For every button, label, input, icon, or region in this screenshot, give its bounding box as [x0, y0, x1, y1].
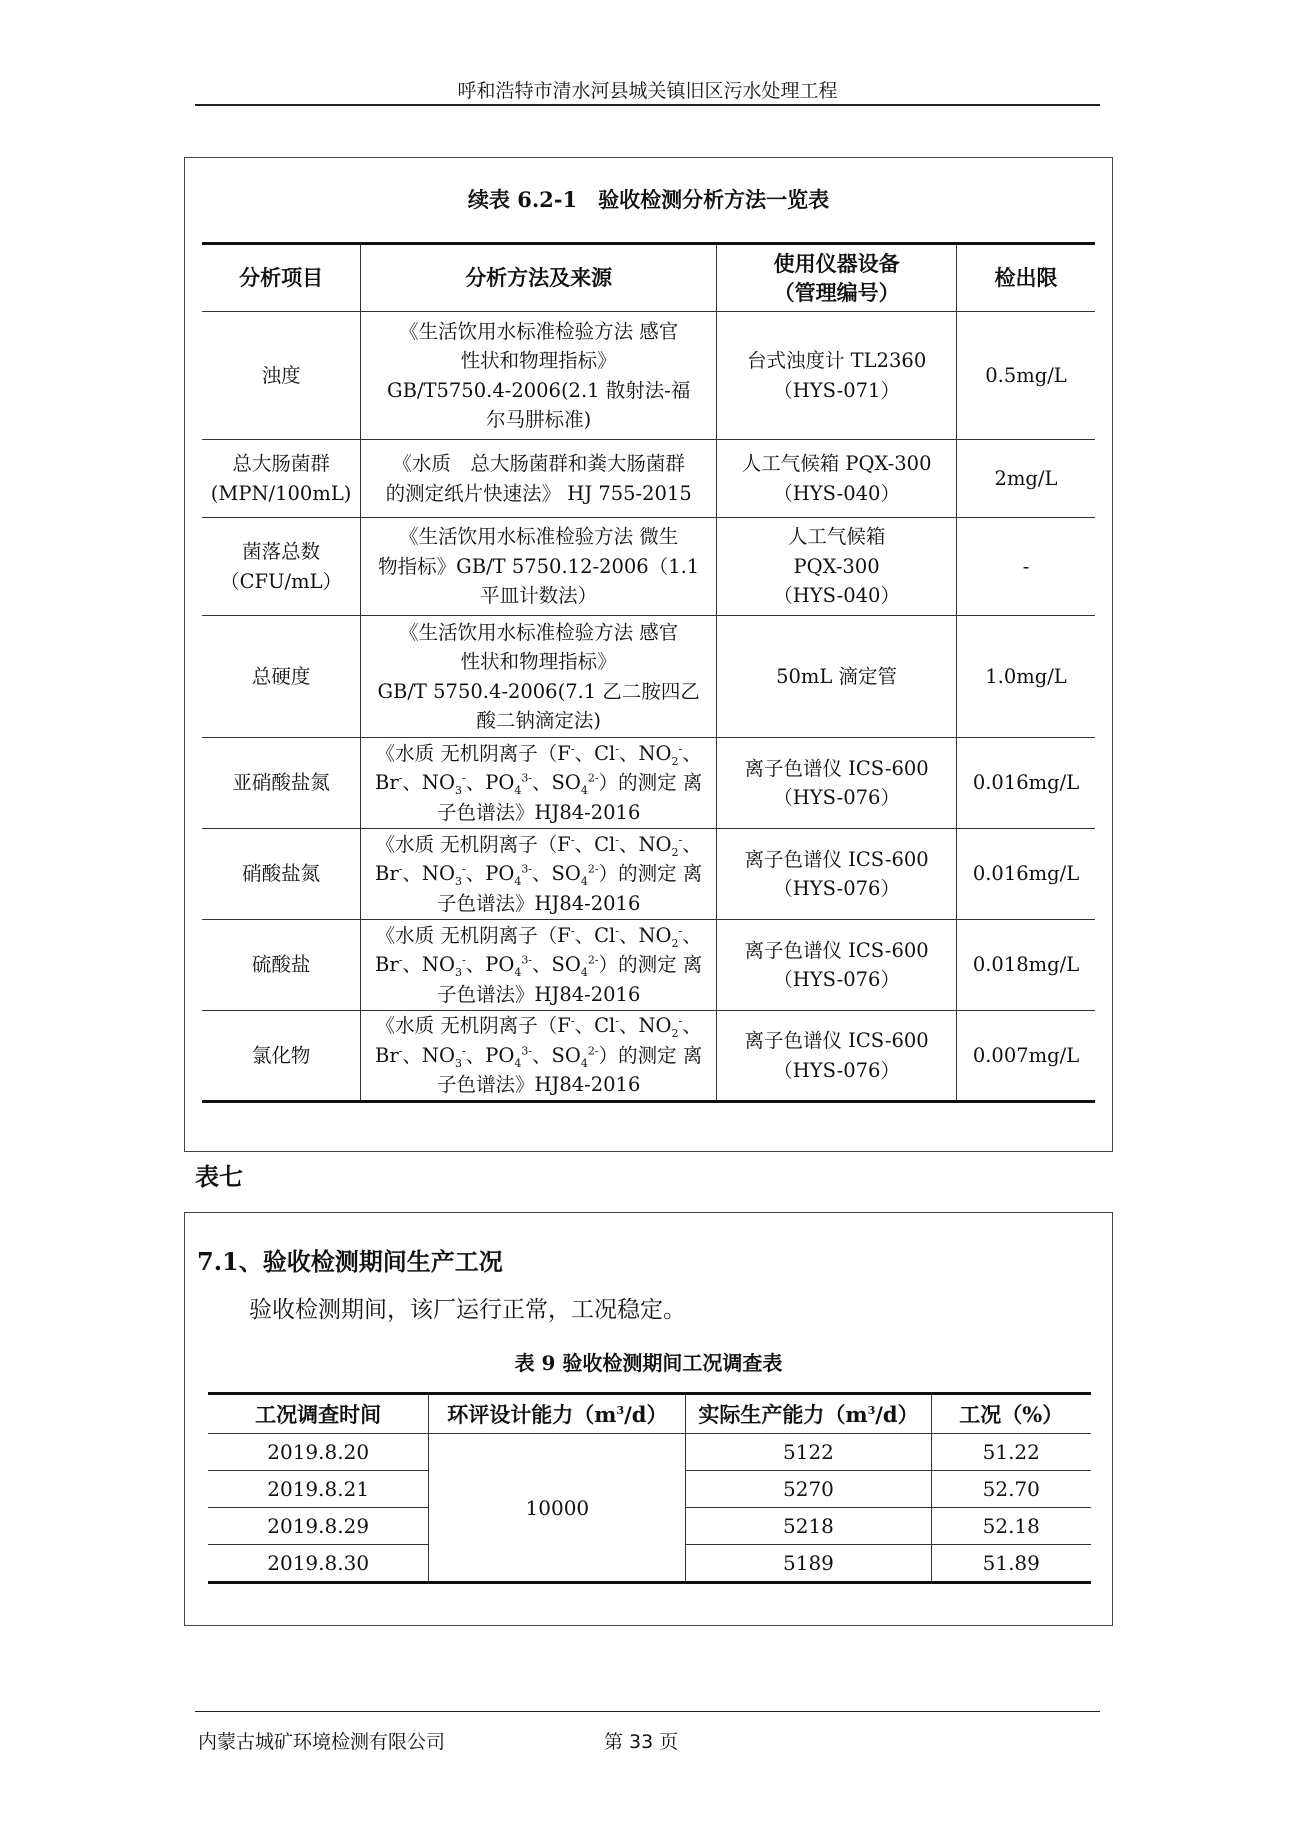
method-line: Br-、$NO_3^-$、$PO_4^{3-}$、$SO_4^{2-}$）的测定 离 [375, 862, 703, 889]
method-line: 《生活饮用水标准检验方法 感官 [399, 620, 679, 644]
method-line: 酸二钠滴定法) [476, 709, 601, 732]
item-name: 总大肠菌群 [232, 452, 330, 475]
method-line: 的测定纸片快速法》 HJ 755-2015 [385, 481, 692, 505]
instrument-line: （HYS-076） [773, 877, 900, 900]
methods-table-caption: 续表 6.2-1 验收检测分析方法一览表 [467, 187, 830, 212]
instrument-line: 台式浊度计 TL2360 [746, 349, 927, 372]
item-unit: (MPN/100mL) [210, 481, 352, 505]
instrument-line: （HYS-076） [773, 968, 900, 991]
method-line: Br-、$NO_3^-$、$PO_4^{3-}$、$SO_4^{2-}$）的测定 离 [375, 771, 703, 798]
table-row [202, 738, 1095, 829]
instrument-cell [717, 738, 957, 829]
method-line: 子色谱法》HJ84-2016 [437, 800, 641, 824]
method-cell [361, 1011, 717, 1102]
instrument-cell [717, 312, 957, 440]
method-cell [361, 616, 717, 738]
table-row [208, 1434, 1091, 1471]
limit-cell: 2mg/L [956, 440, 1095, 518]
instrument-line: （HYS-076） [773, 1058, 900, 1082]
table-row [202, 616, 1095, 738]
item-name: 总硬度 [251, 664, 311, 688]
col-header-instrument-line1: 使用仪器设备 [773, 250, 900, 276]
table9-caption: 表 9 验收检测期间工况调查表 [514, 1351, 783, 1375]
method-line: 性状和物理指标》 [460, 650, 617, 673]
instrument-line: 离子色谱仪 ICS-600 [744, 938, 929, 962]
method-line: 《生活饮用水标准检验方法 微生 [399, 525, 679, 549]
page-number: 第 33 页 [604, 1731, 679, 1753]
limit-cell: 0.016mg/L [956, 829, 1095, 920]
operating-conditions-table [208, 1392, 1091, 1584]
instrument-line: （HYS-071） [773, 378, 900, 402]
col-header-ratio: 工况（%） [931, 1394, 1091, 1434]
item-cell [202, 440, 361, 518]
col-header-design: 环评设计能力$(m^3/d)$ [429, 1394, 686, 1434]
limit-cell: 1.0mg/L [956, 616, 1095, 738]
method-cell [361, 440, 717, 518]
ratio-cell: 51.89 [931, 1545, 1091, 1583]
limit-cell: - [956, 518, 1095, 616]
instrument-line: 人工气候箱 [787, 525, 886, 549]
item-unit: （CFU/mL） [220, 569, 343, 593]
method-line: 《水质 无机阴离子（F-、Cl-、$NO_2^-$、 [375, 741, 702, 768]
footer-rule [195, 1711, 1100, 1712]
col-header-item: 分析项目 [202, 244, 361, 312]
table-row [202, 829, 1095, 920]
method-cell [361, 312, 717, 440]
method-line: 《水质 无机阴离子（F-、Cl-、$NO_2^-$、 [375, 832, 702, 859]
header-rule [195, 104, 1100, 106]
instrument-cell [717, 440, 957, 518]
method-line: Br-、$NO_3^-$、$PO_4^{3-}$、$SO_4^{2-}$）的测定 离 [375, 1043, 703, 1070]
method-line: GB/T 5750.4-2006(7.1 乙二胺四乙 [377, 679, 700, 703]
instrument-line: （HYS-040） [773, 481, 900, 505]
method-cell [361, 920, 717, 1011]
ratio-cell: 52.70 [931, 1471, 1091, 1508]
table-row [202, 312, 1095, 440]
section-71-body: 验收检测期间，该厂运行正常，工况稳定。 [249, 1297, 686, 1323]
method-line: 《生活饮用水标准检验方法 感官 [399, 319, 679, 343]
item-cell [202, 518, 361, 616]
date-cell: 2019.8.29 [208, 1508, 429, 1545]
method-line: 《水质 无机阴离子（F-、Cl-、$NO_2^-$、 [375, 923, 702, 950]
method-line: 子色谱法》HJ84-2016 [437, 982, 641, 1006]
instrument-line: （HYS-040） [773, 584, 900, 608]
limit-cell: 0.018mg/L [956, 920, 1095, 1011]
limit-cell: 0.016mg/L [956, 738, 1095, 829]
item-cell: 硫酸盐 [202, 920, 361, 1011]
col-header-limit: 检出限 [956, 244, 1095, 312]
method-line: 物指标》GB/T 5750.12-2006（1.1 [378, 554, 700, 578]
method-line: GB/T5750.4-2006(2.1 散射法-福 [387, 378, 691, 402]
instrument-cell [717, 829, 957, 920]
ratio-cell: 51.22 [931, 1434, 1091, 1471]
method-cell [361, 829, 717, 920]
method-line: 子色谱法》HJ84-2016 [437, 891, 641, 915]
col-header-instrument-line2: （管理编号） [773, 280, 900, 305]
actual-cell: 5270 [686, 1471, 931, 1508]
col-header-date: 工况调查时间 [208, 1394, 429, 1434]
actual-cell: 5189 [686, 1545, 931, 1583]
table-row [202, 440, 1095, 518]
date-cell: 2019.8.21 [208, 1471, 429, 1508]
limit-cell: 0.5mg/L [956, 312, 1095, 440]
method-line: 《水质 无机阴离子（F-、Cl-、$NO_2^-$、 [375, 1014, 702, 1041]
item-cell: 亚硝酸盐氮 [202, 738, 361, 829]
section-71-box [184, 1212, 1113, 1626]
document-header-title: 呼和浩特市清水河县城关镇旧区污水处理工程 [457, 80, 838, 102]
method-line: 尔马肼标准) [486, 408, 592, 431]
methods-table-box [184, 157, 1113, 1152]
item-name: 浊度 [261, 363, 301, 387]
instrument-line: PQX-300 [793, 554, 880, 578]
design-capacity-cell: 10000 [429, 1434, 686, 1583]
method-cell [361, 518, 717, 616]
instrument-cell [717, 1011, 957, 1102]
section-71-title: 7.1、验收检测期间生产工况 [197, 1247, 503, 1276]
method-line: 性状和物理指标》 [460, 349, 617, 372]
table-row [202, 518, 1095, 616]
date-cell: 2019.8.30 [208, 1545, 429, 1583]
actual-cell: 5122 [686, 1434, 931, 1471]
instrument-line: 离子色谱仪 ICS-600 [744, 847, 929, 871]
col-header-method: 分析方法及来源 [361, 244, 717, 312]
date-cell: 2019.8.20 [208, 1434, 429, 1471]
item-cell: 氯化物 [202, 1011, 361, 1102]
table-row [202, 1011, 1095, 1102]
instrument-cell [717, 616, 957, 738]
actual-cell: 5218 [686, 1508, 931, 1545]
col-header-actual: 实际生产能力$(m^3/d)$ [686, 1394, 931, 1434]
footer-company: 内蒙古城矿环境检测有限公司 [198, 1731, 446, 1753]
method-line: Br-、$NO_3^-$、$PO_4^{3-}$、$SO_4^{2-}$）的测定 离 [375, 953, 703, 980]
instrument-cell [717, 518, 957, 616]
instrument-line: 离子色谱仪 ICS-600 [744, 756, 929, 780]
item-cell [202, 312, 361, 440]
instrument-cell [717, 920, 957, 1011]
methods-table [202, 242, 1095, 1103]
instrument-line: 人工气候箱 PQX-300 [741, 452, 932, 475]
instrument-line: 50mL 滴定管 [776, 664, 898, 688]
ratio-cell: 52.18 [931, 1508, 1091, 1545]
instrument-line: （HYS-076） [773, 786, 900, 809]
method-line: 平皿计数法） [480, 584, 598, 608]
col-header-instrument [717, 244, 957, 312]
method-line: 子色谱法》HJ84-2016 [437, 1073, 641, 1097]
section-7-label: 表七 [195, 1162, 243, 1191]
item-name: 菌落总数 [242, 540, 321, 563]
item-cell [202, 616, 361, 738]
instrument-line: 离子色谱仪 ICS-600 [744, 1029, 929, 1052]
method-line: 《水质 总大肠菌群和粪大肠菌群 [392, 452, 685, 475]
method-cell [361, 738, 717, 829]
table-row [202, 920, 1095, 1011]
item-cell: 硝酸盐氮 [202, 829, 361, 920]
limit-cell: 0.007mg/L [956, 1011, 1095, 1102]
